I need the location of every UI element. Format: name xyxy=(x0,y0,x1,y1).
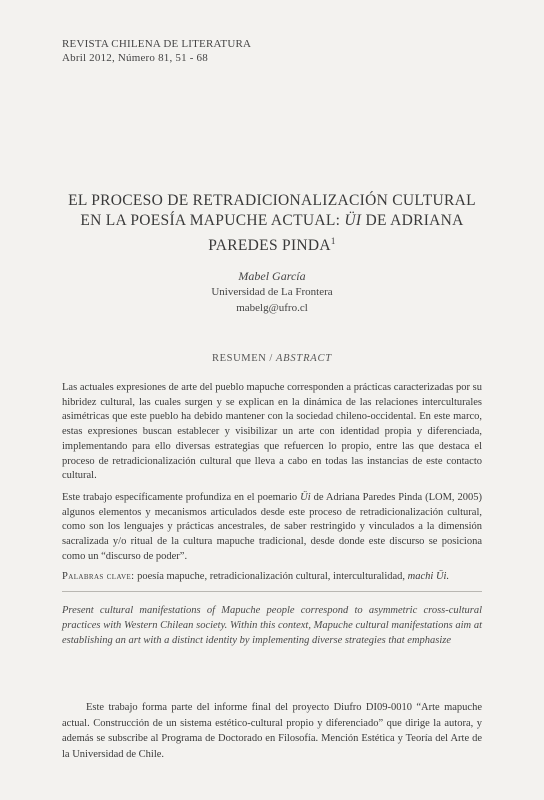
journal-issue: Abril 2012, Número 81, 51 - 68 xyxy=(62,52,208,64)
article-title xyxy=(40,191,504,256)
resumen-paragraph-2 xyxy=(62,491,482,565)
journal-header xyxy=(62,37,251,65)
keywords-text: poesía mapuche, retradicionalización cultural, interculturalidad, xyxy=(134,571,408,582)
author-affiliation: Universidad de La Frontera xyxy=(211,286,333,298)
resumen-paragraph-2-post: de Adriana Paredes Pinda (LOM, 2005) algunos elementos y mecanismos articulados desde este proceso de retradicionalización cultural, como son los lenguajes y prácticas ancestrales, de saber restringido y vinculados a la dimensión sacralizada y/o ritual de la cultura mapuche tradicional, desde donde este discurso se posiciona como un “discurso de poder”. xyxy=(62,492,482,562)
title-footnote-mark: 1 xyxy=(330,236,336,246)
divider xyxy=(62,591,482,592)
resumen-heading-separator: / xyxy=(269,353,273,364)
author-block xyxy=(0,268,544,316)
resumen-paragraph-2-pre: Este trabajo específicamente profundiza en el poemario xyxy=(62,492,301,503)
title-line-2-pre: EN LA POESÍA MAPUCHE ACTUAL: xyxy=(80,212,345,229)
footnote-text: Este trabajo forma parte del informe final del proyecto Diufro DI09-0010 “Arte mapuche actual. Construcción de un sistema estético-cultural propio y diferenciado” que dirige la autora, y además se subscribe al Programa de Doctorado en Filosofía. Mención Estética y Teoría del Arte de la Universidad de Chile. xyxy=(62,702,482,760)
title-line-3-text: PAREDES PINDA xyxy=(208,237,331,255)
resumen-paragraph-1: Las actuales expresiones de arte del pueblo mapuche corresponden a prácticas caracterizadas por su hibridez cultural, las cuales surgen y se explican en la dinámica de las relaciones interculturales asimétricas que este pueblo ha debido mantener con la sociedad chileno-occidental. En este marco, estas expresiones buscan establecer y visibilizar un arte con identidad propia y diferenciada, implementando para ello diversas estrategias que refuercen lo propio, entre las que destaca el proceso de retradicionalización cultural que lleva a cabo en todas las instancias de este contacto cultural. xyxy=(62,382,482,482)
title-line-1: EL PROCESO DE RETRADICIONALIZACIÓN CULTURAL xyxy=(68,192,476,209)
title-line-3 xyxy=(40,231,504,256)
resumen-paragraph-2-italic: Üi xyxy=(300,492,311,503)
keywords-italic: machi Üi. xyxy=(407,571,450,582)
author-email: mabelg@ufro.cl xyxy=(236,302,308,314)
author-name: Mabel García xyxy=(238,269,306,283)
title-line-2-post: DE ADRIANA xyxy=(361,212,464,229)
keywords xyxy=(62,570,482,585)
abstract-text: Present cultural manifestations of Mapuche people correspond to asymmetric cross-cultural practices with Western Chilean society. Within this context, Mapuche cultural manifestations aim at establishing an art with a distinct identity by implementing diverse strategies that emphasize xyxy=(62,605,482,646)
title-line-2-italic: ÜI xyxy=(344,212,362,229)
resumen-heading xyxy=(0,353,544,364)
resumen-heading-es: RESUMEN xyxy=(212,353,267,364)
resumen-heading-en: ABSTRACT xyxy=(275,353,332,364)
title-line-2 xyxy=(40,211,504,231)
footnote xyxy=(62,700,482,762)
keywords-label: Palabras clave: xyxy=(62,571,135,582)
journal-name: REVISTA CHILENA DE LITERATURA xyxy=(62,38,252,50)
